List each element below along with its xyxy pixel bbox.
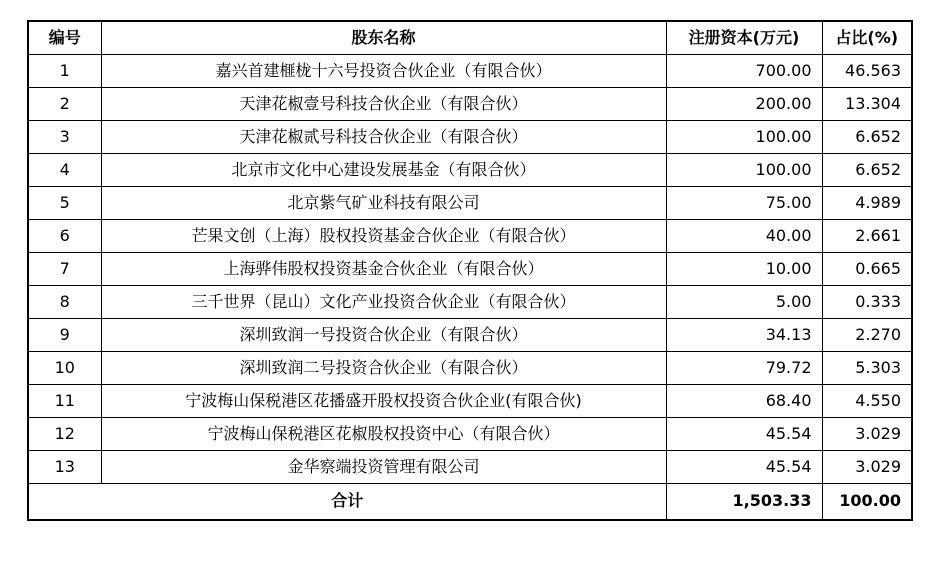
row-share-ratio: 6.652 <box>822 120 912 153</box>
row-registered-capital: 79.72 <box>666 351 822 384</box>
row-share-ratio: 13.304 <box>822 87 912 120</box>
table-row <box>28 120 912 153</box>
row-no: 10 <box>28 351 101 384</box>
row-no: 11 <box>28 384 101 417</box>
total-ratio: 100.00 <box>822 483 912 520</box>
row-registered-capital: 45.54 <box>666 417 822 450</box>
table-row <box>28 351 912 384</box>
row-share-ratio: 3.029 <box>822 417 912 450</box>
row-shareholder-name: 北京市文化中心建设发展基金（有限合伙） <box>101 153 666 186</box>
row-share-ratio: 6.652 <box>822 153 912 186</box>
row-no: 8 <box>28 285 101 318</box>
row-registered-capital: 40.00 <box>666 219 822 252</box>
row-share-ratio: 0.665 <box>822 252 912 285</box>
table-row <box>28 153 912 186</box>
row-shareholder-name: 嘉兴首建榧栊十六号投资合伙企业（有限合伙） <box>101 54 666 87</box>
row-registered-capital: 34.13 <box>666 318 822 351</box>
table-footer <box>28 483 912 520</box>
row-no: 6 <box>28 219 101 252</box>
row-registered-capital: 200.00 <box>666 87 822 120</box>
table-row <box>28 87 912 120</box>
row-registered-capital: 45.54 <box>666 450 822 483</box>
total-label: 合计 <box>28 483 666 520</box>
table-row <box>28 417 912 450</box>
header-no: 编号 <box>28 21 101 54</box>
row-shareholder-name: 芒果文创（上海）股权投资基金合伙企业（有限合伙） <box>101 219 666 252</box>
row-shareholder-name: 深圳致润一号投资合伙企业（有限合伙） <box>101 318 666 351</box>
row-registered-capital: 75.00 <box>666 186 822 219</box>
row-share-ratio: 2.661 <box>822 219 912 252</box>
table-row <box>28 384 912 417</box>
header-name: 股东名称 <box>101 21 666 54</box>
row-shareholder-name: 天津花椒壹号科技合伙企业（有限合伙） <box>101 87 666 120</box>
table-row <box>28 285 912 318</box>
shareholder-table <box>27 20 913 521</box>
row-share-ratio: 0.333 <box>822 285 912 318</box>
row-registered-capital: 68.40 <box>666 384 822 417</box>
row-no: 1 <box>28 54 101 87</box>
table-row <box>28 450 912 483</box>
row-shareholder-name: 深圳致润二号投资合伙企业（有限合伙） <box>101 351 666 384</box>
row-no: 2 <box>28 87 101 120</box>
header-row <box>28 21 912 54</box>
header-ratio: 占比(%) <box>822 21 912 54</box>
row-no: 5 <box>28 186 101 219</box>
row-shareholder-name: 宁波梅山保税港区花椒股权投资中心（有限合伙） <box>101 417 666 450</box>
row-shareholder-name: 宁波梅山保税港区花播盛开股权投资合伙企业(有限合伙) <box>101 384 666 417</box>
row-no: 12 <box>28 417 101 450</box>
row-share-ratio: 46.563 <box>822 54 912 87</box>
row-share-ratio: 2.270 <box>822 318 912 351</box>
row-registered-capital: 100.00 <box>666 153 822 186</box>
row-no: 4 <box>28 153 101 186</box>
row-shareholder-name: 金华察端投资管理有限公司 <box>101 450 666 483</box>
table-row <box>28 186 912 219</box>
shareholder-table-container <box>27 20 911 521</box>
table-row <box>28 54 912 87</box>
total-capital: 1,503.33 <box>666 483 822 520</box>
row-shareholder-name: 上海骅伟股权投资基金合伙企业（有限合伙） <box>101 252 666 285</box>
row-shareholder-name: 三千世界（昆山）文化产业投资合伙企业（有限合伙） <box>101 285 666 318</box>
row-no: 7 <box>28 252 101 285</box>
row-no: 3 <box>28 120 101 153</box>
row-share-ratio: 5.303 <box>822 351 912 384</box>
row-share-ratio: 4.989 <box>822 186 912 219</box>
header-capital: 注册资本(万元) <box>666 21 822 54</box>
table-row <box>28 219 912 252</box>
row-registered-capital: 5.00 <box>666 285 822 318</box>
table-row <box>28 318 912 351</box>
total-row <box>28 483 912 520</box>
row-registered-capital: 10.00 <box>666 252 822 285</box>
row-shareholder-name: 北京紫气矿业科技有限公司 <box>101 186 666 219</box>
table-row <box>28 252 912 285</box>
table-body <box>28 54 912 483</box>
row-registered-capital: 700.00 <box>666 54 822 87</box>
row-share-ratio: 3.029 <box>822 450 912 483</box>
table-header <box>28 21 912 54</box>
row-registered-capital: 100.00 <box>666 120 822 153</box>
row-no: 13 <box>28 450 101 483</box>
row-share-ratio: 4.550 <box>822 384 912 417</box>
row-shareholder-name: 天津花椒贰号科技合伙企业（有限合伙） <box>101 120 666 153</box>
row-no: 9 <box>28 318 101 351</box>
